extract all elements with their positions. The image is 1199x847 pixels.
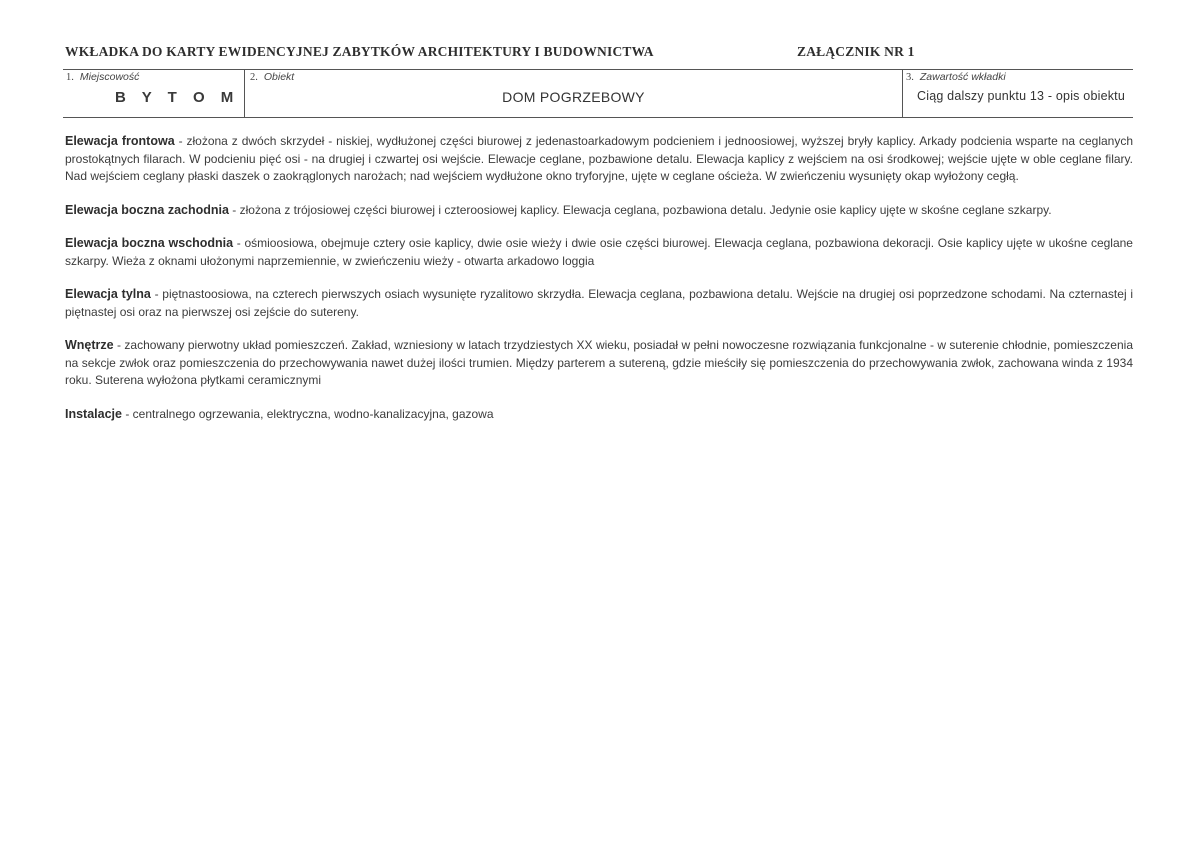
contents-value: Ciąg dalszy punktu 13 - opis obiektu — [917, 89, 1126, 103]
section-heading: Elewacja boczna zachodnia — [65, 202, 229, 217]
section-heading: Elewacja boczna wschodnia — [65, 236, 234, 250]
section-heading: Instalacje — [65, 406, 122, 421]
town-label — [66, 71, 139, 83]
section-text: - złożona z trójosiowej części biurowej i czteroosiowej kaplicy. Elewacja ceglana, pozbawiona detalu. Jedynie osie kaplicy ujęte w skośne ceglane szkarpy. — [228, 202, 1052, 217]
section-heading: Elewacja frontowa — [65, 134, 175, 148]
section-text: - zachowany pierwotny układ pomieszczeń. Zakład, wzniesiony w latach trzydziestych XX wieku, posiadał w pełni nowoczesne rozwiązania funkcjonalne - w suterenie chłodnie, pomieszczenia na sekcje zwłok oraz pomieszczenia do przechowywania nawet dużej ilości trumien. Między parterem a sutereną, gdzie mieściły się pomieszczenia do przechowywania zwłok, zachowana winda z 1934 roku. Suterena wyłożona płytkami ceramicznymi — [65, 338, 1133, 387]
town-field-number: 1. — [66, 72, 74, 83]
section-text: - centralnego ogrzewania, elektryczna, wodno-kanalizacyjna, gazowa — [121, 406, 494, 421]
object-field-number: 2. — [250, 72, 258, 83]
header-table — [63, 69, 1133, 118]
section-text: - piętnastoosiowa, na czterech pierwszych osiach wysunięte ryzalitowo skrzydła. Elewacja ceglana, pozbawiona detalu. Wejście na drugiej osi poprzedzone schodami. Na czternastej i piętnastej osi oraz na pierwszej osi zejście do sutereny. — [65, 287, 1133, 319]
section-text: - złożona z dwóch skrzydeł - niskiej, wydłużonej części biurowej z jedenastoarkadowym podcieniem i jednoosiowej, wyższej bryły kaplicy. Arkady podcienia wsparte na ceglanych prostokątnych filarach. W podcieniu pięć osi - na drugiej i czwartej osi wejście. Elewacje ceglane, pozbawione detalu. Elewacja kaplicy z wejściem na osi środkowej; wejście ujęte w oble ceglane filary. Nad wejściem ceglany płaski daszek o zaokrąglonych narożach; nad wejściem wydłużone okno tryforyjne, ujęte w ceglane ościeża. W zwieńczeniu wysunięty okap wyłożony cegłą. — [65, 134, 1134, 183]
section-heading: Wnętrze — [65, 338, 114, 352]
contents-label — [906, 71, 1006, 83]
appendix-number: ZAŁĄCZNIK NR 1 — [797, 44, 915, 59]
contents-field-number: 3. — [906, 72, 914, 83]
section-front-elevation — [65, 133, 1133, 186]
object-label — [250, 71, 294, 83]
section-text: - ośmioosiowa, obejmuje cztery osie kaplicy, dwie osie wieży i dwie osie części biurowej. Elewacja ceglana, pozbawiona dekoracji. Osie kaplicy ujęte w ukośne ceglane szkarpy. Wieża z oknami ułożonymi naprzemiennie, w zwieńczeniu wieży - otwarta arkadowo loggia — [65, 236, 1133, 268]
contents-field-label: Zawartość wkładki — [919, 71, 1006, 83]
object-value: DOM POGRZEBOWY — [502, 89, 645, 105]
town-cell — [63, 69, 244, 118]
town-value: B Y T O M — [115, 89, 240, 106]
section-west-elevation — [65, 202, 1133, 220]
section-rear-elevation — [65, 286, 1133, 321]
document-title: WKŁADKA DO KARTY EWIDENCYJNEJ ZABYTKÓW ARCHITEKTURY I BUDOWNICTWA — [65, 44, 654, 59]
section-installations — [65, 406, 1133, 424]
object-cell — [245, 69, 902, 118]
description-body — [65, 133, 1133, 439]
section-interior — [65, 337, 1133, 390]
town-field-label: Miejscowość — [79, 71, 140, 83]
section-east-elevation — [65, 235, 1133, 270]
contents-cell — [903, 69, 1133, 118]
section-heading: Elewacja tylna — [65, 287, 151, 301]
object-field-label: Obiekt — [263, 71, 295, 83]
